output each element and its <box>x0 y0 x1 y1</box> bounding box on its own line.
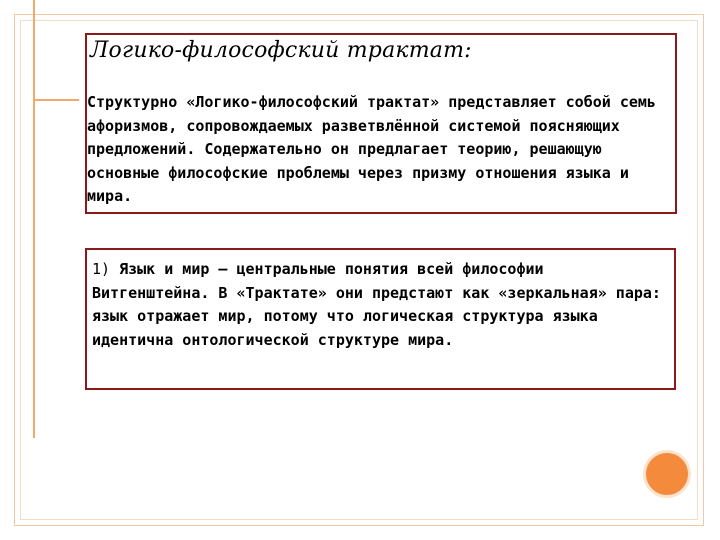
intro-paragraph: Структурно «Логико-философский трактат» представляет собой семь афоризмов, сопровождаемых разветвлённой системой поясняющих предложений. Содержательно он предлагает теорию, решающую основные философские проблемы через призму отношения языка и мира. <box>87 93 656 205</box>
point-text: Язык и мир — центральные понятия всей философии Витгенштейна. В «Трактате» они предстают как «зеркальная» пара: язык отражает мир, потому что логическая структура языка идентична онтологической структуре мира. <box>92 260 661 349</box>
vertical-accent-line <box>33 0 35 438</box>
point-number: 1) <box>92 260 111 278</box>
decorative-circle <box>643 450 691 498</box>
point-item <box>92 258 667 352</box>
horizontal-accent-line <box>33 99 79 101</box>
slide-title: Логико-философский трактат: <box>90 38 472 63</box>
